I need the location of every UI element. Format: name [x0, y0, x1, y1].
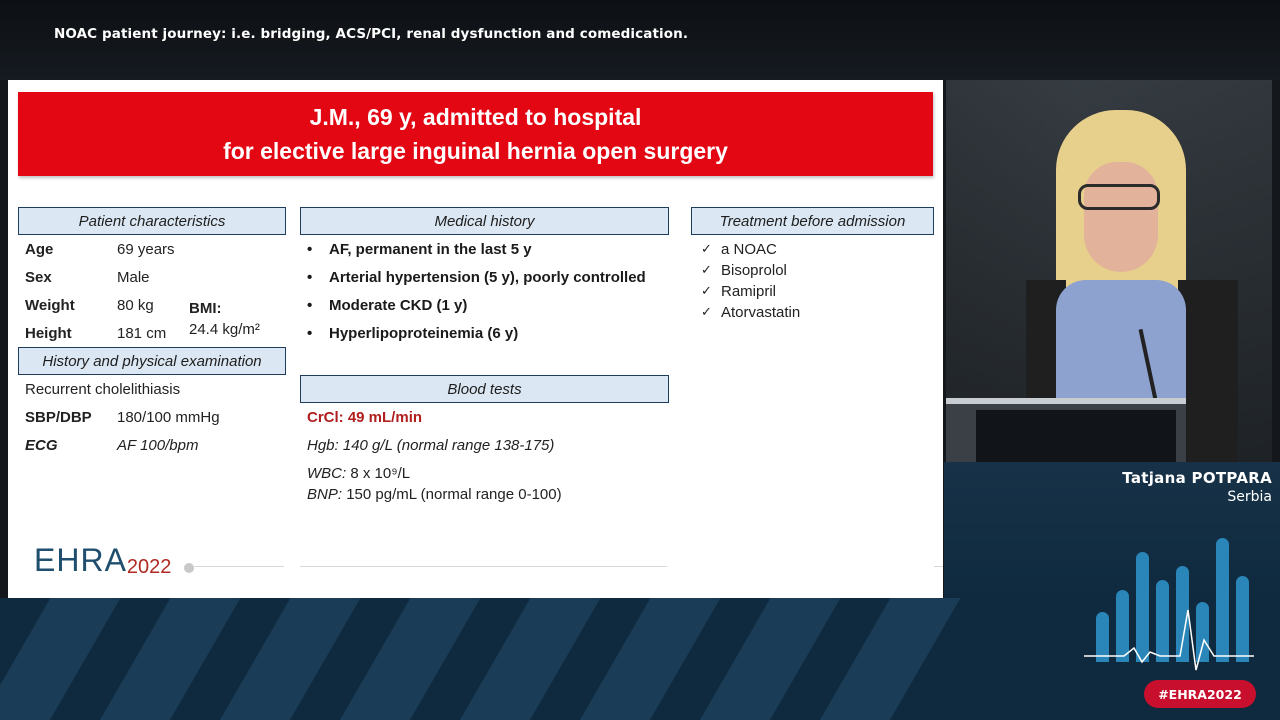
speaker-country: Serbia [1227, 489, 1272, 505]
medical-history-item: • Hyperlipoproteinemia (6 y) [329, 325, 518, 342]
wbc-line [307, 465, 410, 482]
ecg-value: AF 100/bpm [117, 437, 199, 454]
footer-divider [194, 566, 284, 567]
hgb-value: 140 g/L (normal range 138-175) [342, 437, 555, 454]
footer-divider [300, 566, 667, 567]
height-label: Height [25, 325, 72, 342]
slide-title-line-1: J.M., 69 y, admitted to hospital [309, 104, 642, 130]
ecg-label: ECG [25, 437, 58, 454]
slide-title-banner [18, 92, 933, 176]
session-title: NOAC patient journey: i.e. bridging, ACS/PCI, renal dysfunction and comedication. [54, 26, 689, 42]
history-line: Recurrent cholelithiasis [25, 381, 181, 398]
hgb-line [307, 437, 554, 454]
treatment-item-label: Atorvastatin [721, 304, 801, 321]
speaker-name: Tatjana POTPARA [1122, 469, 1272, 487]
medical-history-item: • Moderate CKD (1 y) [329, 297, 467, 314]
treatment-item-label: Bisoprolol [721, 262, 787, 279]
treatment-item [701, 304, 801, 321]
medical-history-item: • Arterial hypertension (5 y), poorly controlled [329, 269, 646, 286]
patient-characteristics-header: Patient characteristics [18, 207, 286, 235]
sex-label: Sex [25, 269, 52, 286]
wbc-label: WBC: [307, 465, 347, 482]
bmi-label: BMI: [189, 300, 222, 317]
treatment-item-label: a NOAC [721, 241, 777, 258]
checkmark-icon: ✓ [701, 241, 712, 256]
ehra-logo-year: 2022 [126, 556, 172, 578]
event-hashtag: #EHRA2022 [1144, 680, 1256, 708]
heartbeat-line-icon [1084, 600, 1264, 680]
age-label: Age [25, 241, 54, 258]
medical-history-item: • AF, permanent in the last 5 y [329, 241, 532, 258]
hgb-label: Hgb: [307, 437, 339, 454]
age-value: 69 years [117, 241, 175, 258]
treatment-header: Treatment before admission [691, 207, 934, 235]
checkmark-icon: ✓ [701, 262, 712, 277]
sbp-dbp-label: SBP/DBP [25, 409, 92, 426]
treatment-item [701, 262, 787, 279]
ehra-2022-logo [34, 542, 171, 582]
checkmark-icon: ✓ [701, 283, 712, 298]
sbp-dbp-value: 180/100 mmHg [117, 409, 220, 426]
bmi-value: 24.4 kg/m² [189, 321, 260, 338]
history-exam-header: History and physical examination [18, 347, 286, 375]
treatment-item [701, 283, 777, 300]
logo-dot [184, 563, 194, 573]
blood-tests-header: Blood tests [300, 375, 669, 403]
wbc-value: 8 x 10⁹/L [350, 465, 411, 482]
bnp-line [307, 486, 562, 503]
session-title-bar [0, 0, 1280, 80]
sex-value: Male [117, 269, 150, 286]
footer-divider [934, 566, 943, 567]
bnp-value: 150 pg/mL (normal range 0-100) [346, 486, 562, 503]
checkmark-icon: ✓ [701, 304, 712, 319]
ehra-logo-text: EHRA [34, 542, 127, 578]
treatment-item [701, 241, 777, 258]
slide-title-line-2: for elective large inguinal hernia open surgery [223, 138, 728, 164]
presentation-slide [8, 80, 943, 598]
bnp-label: BNP: [307, 486, 343, 503]
crcl-value: CrCl: 49 mL/min [307, 409, 423, 426]
height-value: 181 cm [117, 325, 167, 342]
weight-label: Weight [25, 297, 75, 314]
speaker-video [946, 80, 1272, 462]
medical-history-header: Medical history [300, 207, 669, 235]
weight-value: 80 kg [117, 297, 154, 314]
treatment-item-label: Ramipril [721, 283, 777, 300]
